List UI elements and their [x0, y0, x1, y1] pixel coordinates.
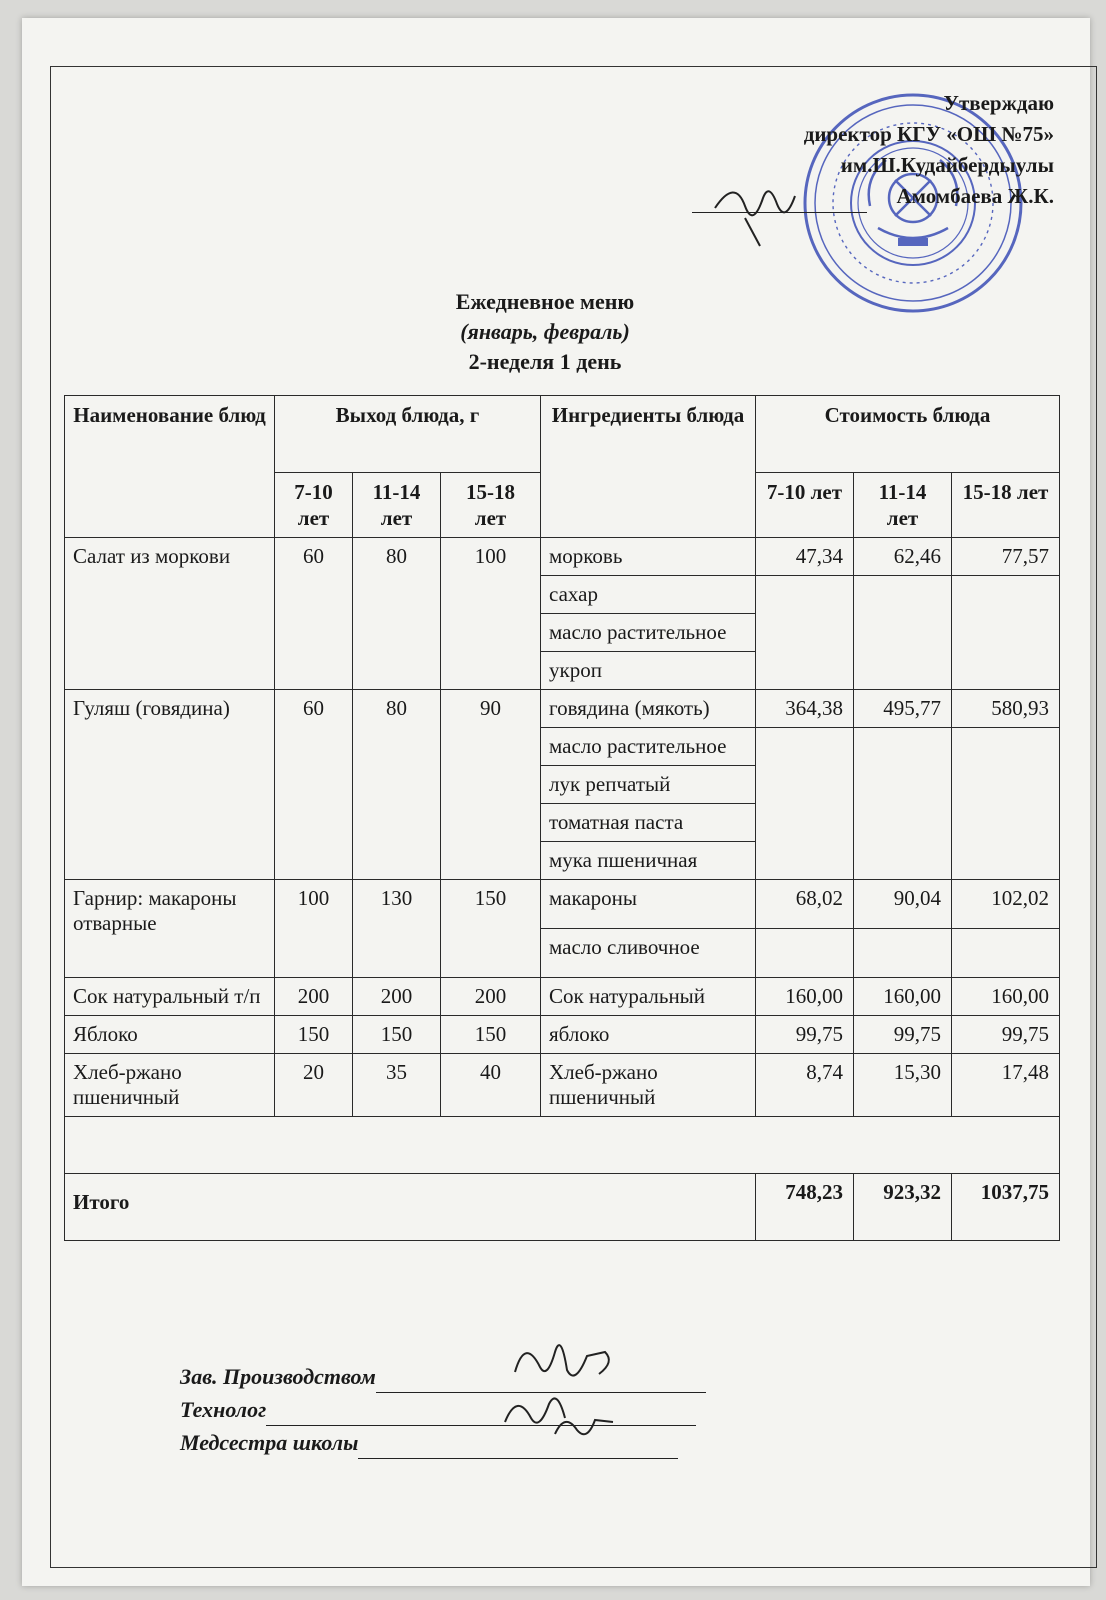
cost-7-10: 47,34: [756, 538, 854, 576]
dish-name: Яблоко: [65, 1016, 275, 1054]
table-row-blank: [65, 1117, 1060, 1174]
header-yield-age-15-18: 15-18 лет: [441, 473, 541, 538]
header-dish: Наименование блюд: [65, 396, 275, 538]
technologist-label: Технолог: [180, 1397, 267, 1422]
dish-name: Гуляш (говядина): [65, 690, 275, 880]
table-row: [65, 978, 1060, 1016]
ingredient: томатная паста: [541, 804, 756, 842]
handwritten-signatures: [495, 1322, 635, 1452]
table-row: [65, 1016, 1060, 1054]
ingredient: масло растительное: [541, 728, 756, 766]
yield-15-18: 40: [441, 1054, 541, 1117]
total-label: Итого: [65, 1174, 756, 1241]
total-11-14: 923,32: [854, 1174, 952, 1241]
yield-7-10: 100: [275, 880, 353, 978]
cost-empty: [854, 728, 952, 880]
dish-name: Сок натуральный т/п: [65, 978, 275, 1016]
cost-empty: [756, 929, 854, 978]
cost-7-10: 68,02: [756, 880, 854, 929]
dish-name: Салат из моркови: [65, 538, 275, 690]
table-row: [65, 880, 1060, 929]
page-day: 2-неделя 1 день: [468, 349, 622, 374]
yield-15-18: 90: [441, 690, 541, 880]
yield-15-18: 150: [441, 880, 541, 978]
cost-15-18: 160,00: [952, 978, 1060, 1016]
yield-7-10: 60: [275, 538, 353, 690]
page-period: (январь, февраль): [460, 319, 630, 344]
ingredient: мука пшеничная: [541, 842, 756, 880]
table-row-total: [65, 1174, 1060, 1241]
ingredient: укроп: [541, 652, 756, 690]
cost-15-18: 77,57: [952, 538, 1060, 576]
yield-7-10: 200: [275, 978, 353, 1016]
cost-empty: [854, 929, 952, 978]
approval-title: Утверждаю: [943, 91, 1054, 115]
production-label: Зав. Производством: [180, 1364, 376, 1389]
approval-director-name: Амомбаева Ж.К.: [896, 184, 1054, 208]
header-yield-age-7-10: 7-10 лет: [275, 473, 353, 538]
blank-cell: [65, 1117, 1060, 1174]
yield-7-10: 60: [275, 690, 353, 880]
cost-empty: [952, 929, 1060, 978]
header-cost-age-15-18: 15-18 лет: [952, 473, 1060, 538]
total-7-10: 748,23: [756, 1174, 854, 1241]
cost-11-14: 160,00: [854, 978, 952, 1016]
approval-school-name: им.Ш.Кудайбердыулы: [840, 153, 1054, 177]
cost-7-10: 8,74: [756, 1054, 854, 1117]
yield-11-14: 80: [353, 538, 441, 690]
page-title: Ежедневное меню: [455, 289, 635, 314]
cost-empty: [952, 728, 1060, 880]
ingredient: макароны: [541, 880, 756, 929]
yield-15-18: 100: [441, 538, 541, 690]
cost-7-10: 364,38: [756, 690, 854, 728]
header-cost: Стоимость блюда: [756, 396, 1060, 473]
ingredient: яблоко: [541, 1016, 756, 1054]
total-15-18: 1037,75: [952, 1174, 1060, 1241]
yield-11-14: 35: [353, 1054, 441, 1117]
cost-11-14: 15,30: [854, 1054, 952, 1117]
title-block: [330, 287, 760, 377]
header-cost-age-11-14: 11-14 лет: [854, 473, 952, 538]
cost-11-14: 495,77: [854, 690, 952, 728]
ingredient: Сок натуральный: [541, 978, 756, 1016]
ingredient: лук репчатый: [541, 766, 756, 804]
cost-empty: [854, 576, 952, 690]
nurse-label: Медсестра школы: [180, 1430, 359, 1455]
header-yield: Выход блюда, г: [275, 396, 541, 473]
yield-7-10: 150: [275, 1016, 353, 1054]
table-row: [65, 538, 1060, 576]
cost-empty: [952, 576, 1060, 690]
ingredient: Хлеб-ржано пшеничный: [541, 1054, 756, 1117]
yield-15-18: 150: [441, 1016, 541, 1054]
cost-empty: [756, 576, 854, 690]
cost-11-14: 62,46: [854, 538, 952, 576]
cost-15-18: 102,02: [952, 880, 1060, 929]
ingredient: масло сливочное: [541, 929, 756, 978]
ingredient: сахар: [541, 576, 756, 614]
ingredient: масло растительное: [541, 614, 756, 652]
menu-table: [64, 395, 1060, 1241]
cost-7-10: 99,75: [756, 1016, 854, 1054]
cost-7-10: 160,00: [756, 978, 854, 1016]
header-cost-age-7-10: 7-10 лет: [756, 473, 854, 538]
yield-15-18: 200: [441, 978, 541, 1016]
yield-11-14: 80: [353, 690, 441, 880]
approval-block: [804, 88, 1054, 212]
cost-15-18: 17,48: [952, 1054, 1060, 1117]
yield-11-14: 200: [353, 978, 441, 1016]
ingredient: говядина (мякоть): [541, 690, 756, 728]
dish-name: Гарнир: макароны отварные: [65, 880, 275, 978]
header-ingredients: Ингредиенты блюда: [541, 396, 756, 538]
approval-position: директор КГУ «ОШ №75»: [803, 122, 1054, 146]
table-row: [65, 690, 1060, 728]
cost-15-18: 99,75: [952, 1016, 1060, 1054]
yield-7-10: 20: [275, 1054, 353, 1117]
cost-15-18: 580,93: [952, 690, 1060, 728]
table-row: [65, 1054, 1060, 1117]
yield-11-14: 150: [353, 1016, 441, 1054]
header-yield-age-11-14: 11-14 лет: [353, 473, 441, 538]
cost-11-14: 99,75: [854, 1016, 952, 1054]
cost-empty: [756, 728, 854, 880]
dish-name: Хлеб-ржано пшеничный: [65, 1054, 275, 1117]
ingredient: морковь: [541, 538, 756, 576]
yield-11-14: 130: [353, 880, 441, 978]
cost-11-14: 90,04: [854, 880, 952, 929]
director-signature: [705, 168, 825, 248]
